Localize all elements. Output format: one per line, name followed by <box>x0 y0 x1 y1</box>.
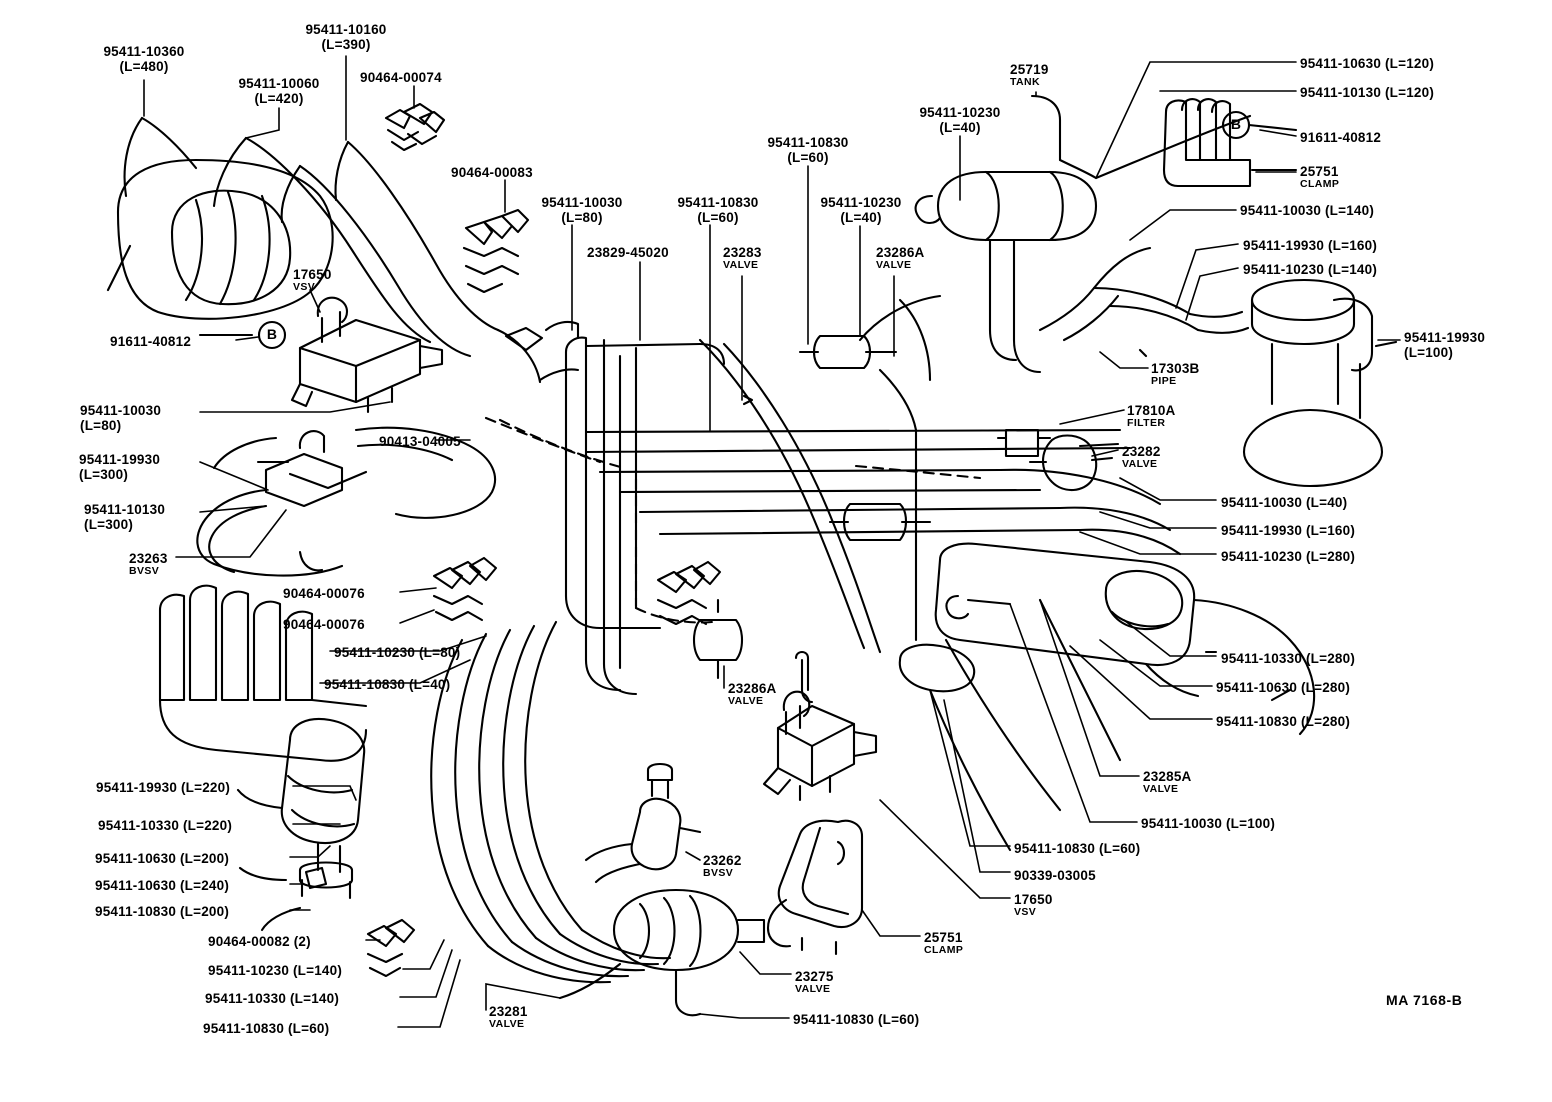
part-type: CLAMP <box>1300 178 1340 191</box>
part-label <box>286 22 406 52</box>
part-type: VALVE <box>876 259 912 272</box>
part-number: 23286A <box>728 681 777 696</box>
part-label <box>379 434 499 449</box>
part-number: 95411-10330 (L=140) <box>205 991 340 1006</box>
part-number: 17303B <box>1151 361 1200 376</box>
part-number: 95411-10630 (L=120) <box>1300 56 1435 71</box>
part-label <box>1221 549 1421 564</box>
reference-badge: B <box>1230 116 1242 132</box>
part-number: 95411-10230 (L=140) <box>208 963 343 978</box>
part-label <box>208 934 368 949</box>
part-type: VALVE <box>1143 783 1179 796</box>
part-number: 17810A <box>1127 403 1176 418</box>
part-number: 95411-10230 (L=80) <box>334 645 461 660</box>
part-label <box>1141 816 1341 831</box>
part-label <box>795 969 865 996</box>
part-type: VALVE <box>728 695 764 708</box>
part-label <box>96 780 296 795</box>
part-number: 95411-10030 (L=40) <box>1221 495 1348 510</box>
part-type: VALVE <box>489 1018 525 1031</box>
part-number: 95411-10330 (L=220) <box>98 818 233 833</box>
part-type: VALVE <box>1122 458 1158 471</box>
part-label <box>208 963 408 978</box>
part-number: 95411-10230 (L=280) <box>1221 549 1356 564</box>
part-label <box>1014 868 1134 883</box>
part-number: 95411-10830 (L=60) <box>1014 841 1141 856</box>
part-number: 95411-10130 (L=120) <box>1300 85 1435 100</box>
part-label <box>1300 85 1500 100</box>
part-number: 25719 <box>1010 62 1049 77</box>
part-label <box>1014 892 1074 919</box>
part-label <box>1221 495 1411 510</box>
part-number: 95411-10160 (L=390) <box>305 22 387 53</box>
part-number: 23285A <box>1143 769 1192 784</box>
part-number: 90413-04005 <box>379 434 461 449</box>
part-number: 91611-40812 <box>1300 130 1382 145</box>
part-number: 95411-10830 (L=60) <box>677 195 759 226</box>
part-label <box>283 586 403 601</box>
part-type: BVSV <box>703 867 734 880</box>
part-label <box>1216 714 1416 729</box>
part-number: 95411-10030 (L=80) <box>80 403 162 434</box>
part-label <box>334 645 524 660</box>
part-type: PIPE <box>1151 375 1177 388</box>
part-label <box>1010 62 1070 89</box>
part-type: VSV <box>293 281 316 294</box>
part-number: 23286A <box>876 245 925 260</box>
part-label <box>723 245 793 272</box>
part-label <box>205 991 405 1006</box>
part-label <box>1300 130 1420 145</box>
part-type: CLAMP <box>924 944 964 957</box>
part-number: 95411-10330 (L=280) <box>1221 651 1356 666</box>
part-number: 95411-10630 (L=200) <box>95 851 230 866</box>
reference-badge: B <box>266 326 278 342</box>
part-label <box>1404 330 1524 360</box>
part-label <box>110 334 230 349</box>
part-label <box>98 818 298 833</box>
part-label <box>95 904 295 919</box>
part-number: 95411-10630 (L=280) <box>1216 680 1351 695</box>
part-label <box>1300 164 1370 191</box>
part-number: 95411-10060 (L=420) <box>238 76 320 107</box>
part-label <box>360 70 470 85</box>
part-number: 95411-10830 (L=60) <box>793 1012 920 1027</box>
part-number: 23262 <box>703 853 742 868</box>
part-label <box>1300 56 1500 71</box>
part-number: 95411-10830 (L=60) <box>203 1021 330 1036</box>
part-label <box>1143 769 1221 796</box>
part-number: 23283 <box>723 245 762 260</box>
part-number: 90464-00074 <box>360 70 442 85</box>
part-label <box>283 617 403 632</box>
part-number: 23281 <box>489 1004 528 1019</box>
part-label <box>1127 403 1207 430</box>
part-label <box>95 878 295 893</box>
part-label <box>1216 680 1416 695</box>
part-label <box>876 245 954 272</box>
part-number: 95411-10830 (L=40) <box>324 677 451 692</box>
part-number: 17650 <box>1014 892 1053 907</box>
part-type: TANK <box>1010 76 1040 89</box>
part-number: 95411-10630 (L=240) <box>95 878 230 893</box>
part-label <box>703 853 773 880</box>
part-label <box>793 1012 983 1027</box>
part-number: 95411-10230 (L=140) <box>1243 262 1378 277</box>
part-label <box>1243 238 1443 253</box>
part-label <box>84 502 204 532</box>
part-label <box>1240 203 1440 218</box>
part-number: 95411-10030 (L=80) <box>541 195 623 226</box>
part-type: BVSV <box>129 565 160 578</box>
part-label <box>293 267 353 294</box>
part-number: 95411-10830 (L=60) <box>767 135 849 166</box>
part-number: 95411-10030 (L=100) <box>1141 816 1276 831</box>
part-label <box>805 195 917 225</box>
part-number: 95411-10130 (L=300) <box>84 502 166 533</box>
part-label <box>324 677 514 692</box>
part-number: 25751 <box>924 930 963 945</box>
part-number: 17650 <box>293 267 332 282</box>
part-label <box>451 165 561 180</box>
part-number: 95411-10830 (L=200) <box>95 904 230 919</box>
part-label <box>728 681 806 708</box>
part-label <box>1221 651 1421 666</box>
part-number: 25751 <box>1300 164 1339 179</box>
part-label <box>527 195 637 225</box>
part-number: 23282 <box>1122 444 1161 459</box>
part-number: 90464-00082 (2) <box>208 934 311 949</box>
part-number: 95411-19930 (L=100) <box>1404 330 1486 361</box>
part-label <box>203 1021 393 1036</box>
part-number: 23263 <box>129 551 168 566</box>
part-number: 95411-19930 (L=160) <box>1221 523 1356 538</box>
part-number: 90464-00076 <box>283 617 365 632</box>
part-number: 95411-10830 (L=280) <box>1216 714 1351 729</box>
part-label <box>904 105 1016 135</box>
part-type: VALVE <box>795 983 831 996</box>
part-label <box>663 195 773 225</box>
part-number: 95411-19930 (L=160) <box>1243 238 1378 253</box>
part-number: 90464-00083 <box>451 165 533 180</box>
part-number: 95411-10230 (L=40) <box>820 195 902 226</box>
part-label <box>587 245 697 260</box>
part-label <box>1243 262 1443 277</box>
part-number: 95411-10030 (L=140) <box>1240 203 1375 218</box>
part-number: 90339-03005 <box>1014 868 1096 883</box>
part-label <box>489 1004 559 1031</box>
part-number: 95411-19930 (L=220) <box>96 780 231 795</box>
part-label <box>95 851 295 866</box>
part-number: 95411-10230 (L=40) <box>919 105 1001 136</box>
part-number: 95411-19930 (L=300) <box>79 452 161 483</box>
part-label <box>80 403 200 433</box>
part-number: 95411-10360 (L=480) <box>103 44 185 75</box>
part-type: FILTER <box>1127 417 1166 430</box>
part-label <box>219 76 339 106</box>
part-label <box>129 551 199 578</box>
part-type: VSV <box>1014 906 1037 919</box>
part-label <box>79 452 199 482</box>
part-label <box>1221 523 1421 538</box>
part-number: 90464-00076 <box>283 586 365 601</box>
part-label <box>1122 444 1192 471</box>
part-number: 91611-40812 <box>110 334 192 349</box>
part-label <box>1151 361 1231 388</box>
part-label <box>752 135 864 165</box>
part-label <box>1014 841 1204 856</box>
part-number: 23275 <box>795 969 834 984</box>
part-label <box>84 44 204 74</box>
diagram-code: MA 7168-B <box>1386 992 1463 1008</box>
part-label <box>924 930 994 957</box>
part-number: 23829-45020 <box>587 245 669 260</box>
part-type: VALVE <box>723 259 759 272</box>
